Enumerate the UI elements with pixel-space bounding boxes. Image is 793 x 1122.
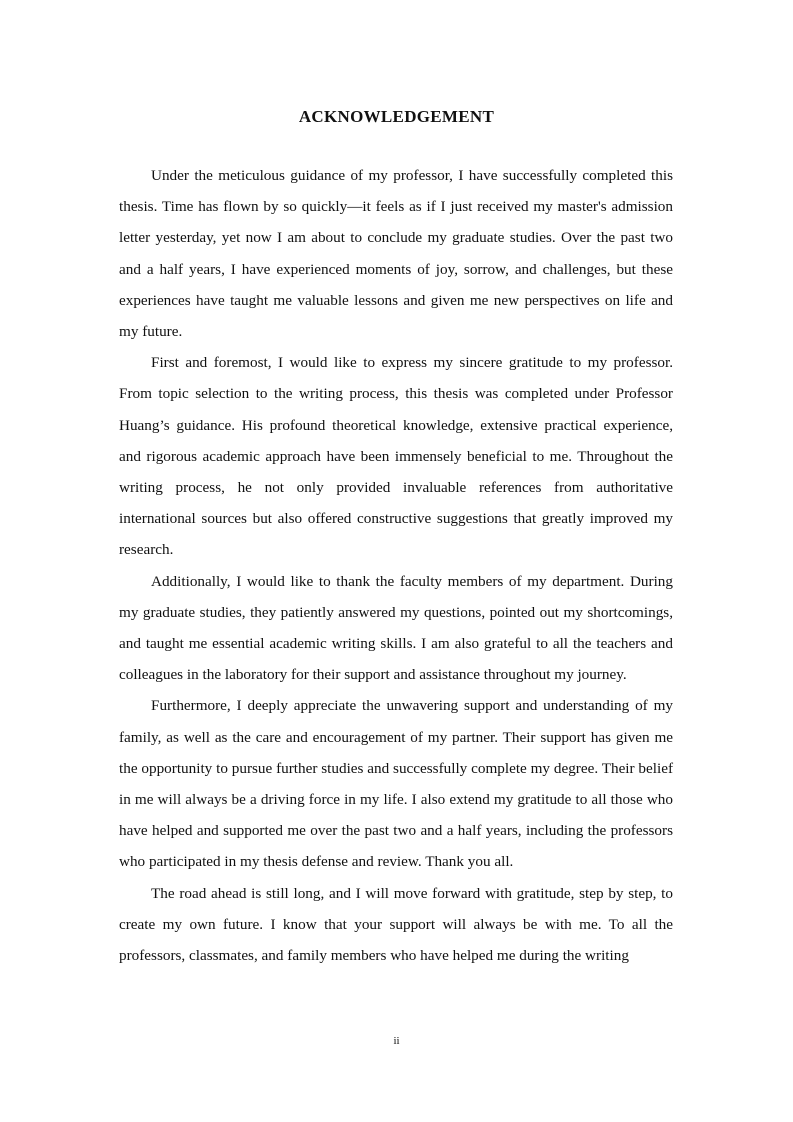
paragraph-professor: First and foremost, I would like to express my sincere gratitude to my professor. From topic selection to the writing process, this thesis was completed under Professor Huang’s guidance. His profound theoretical knowledge, extensive practical experience, and rigorous academic approach have been immensely beneficial to me. Throughout the writing process, he not only provided invaluable references from authoritative international sources but also offered constructive suggestions that greatly improved my research. [119,354,673,559]
paragraph-future: The road ahead is still long, and I will move forward with gratitude, step by step, to create my own future. I know that your support will always be with me. To all the professors, classmates, and family members who have helped me during the writing [119,884,673,965]
paragraph-guidance: Under the meticulous guidance of my professor, I have successfully completed this thesis. Time has flown by so quickly—it feels as if I just received my master's admission letter yesterday, yet now I am about to conclude my graduate studies. Over the past two and a half years, I have experienced moments of joy, sorrow, and challenges, but these experiences have taught me valuable lessons and given me new perspectives on life and my future. [119,167,673,341]
page-number: ii [393,1035,400,1047]
paragraph-family: Furthermore, I deeply appreciate the unwavering support and understanding of my family, as well as the care and encouragement of my partner. Their support has given me the opportunity to pursue further studies and successfully complete my degree. Their belief in me will always be a driving force in my life. I also extend my gratitude to all those who have helped and supported me over the past two and a half years, including the professors who participated in my thesis defense and review. Thank you all. [119,697,673,871]
acknowledgement-body [119,160,673,971]
page-title: ACKNOWLEDGEMENT [298,107,495,126]
paragraph-faculty: Additionally, I would like to thank the faculty members of my department. During my graduate studies, they patiently answered my questions, pointed out my shortcomings, and taught me essential academic writing skills. I am also grateful to all the teachers and colleagues in the laboratory for their support and assistance throughout my journey. [119,572,673,684]
